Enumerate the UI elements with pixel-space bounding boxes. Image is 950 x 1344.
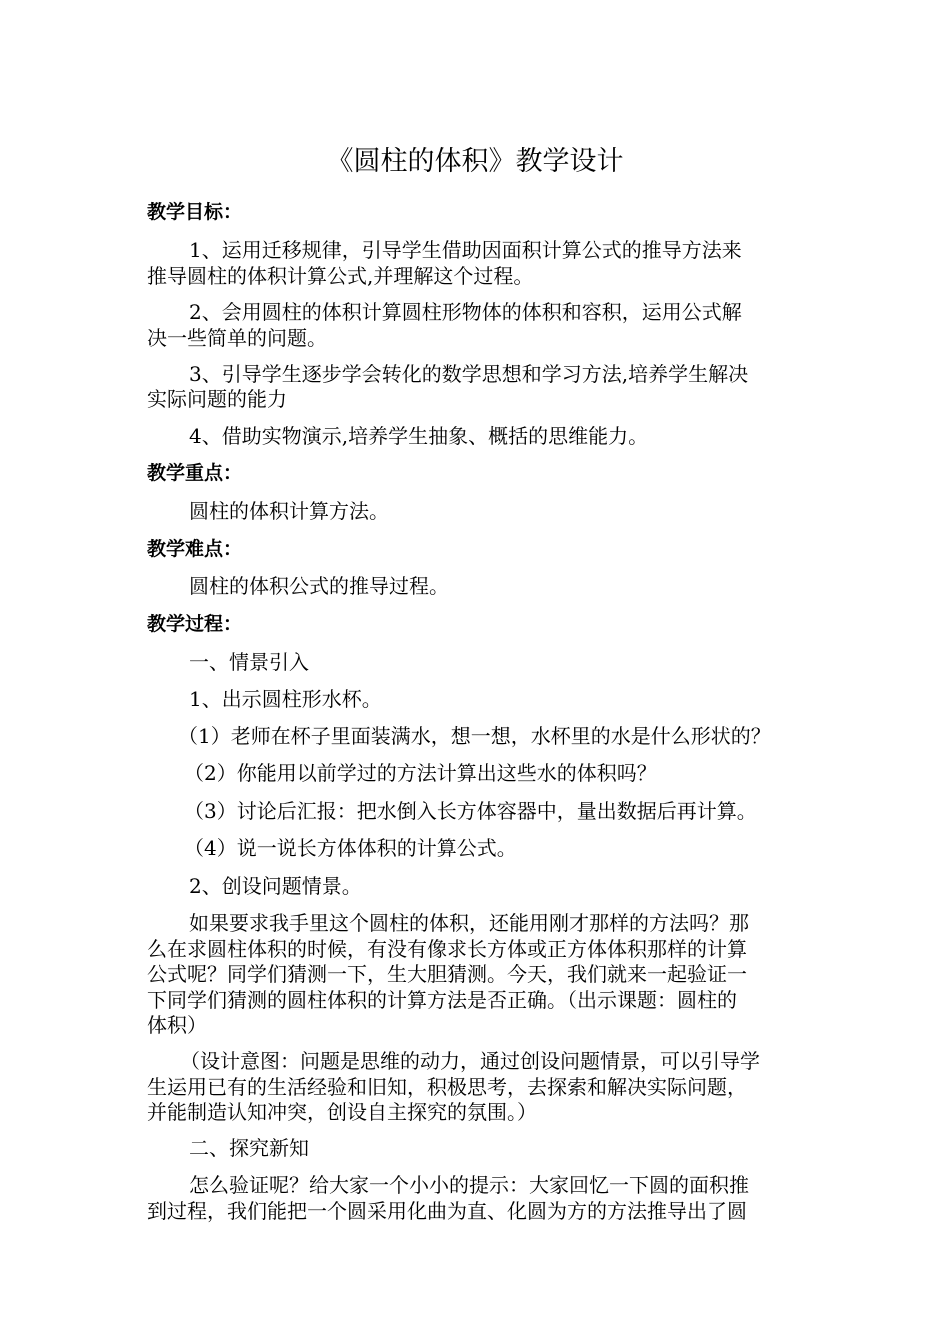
goal-3-line-2: 实际问题的能力 (147, 387, 287, 411)
goal-1-line-2: 推导圆柱的体积计算公式,并理解这个过程。 (147, 264, 534, 288)
para1-line-4: 下同学们猜测的圆柱体积的计算方法是否正确。（出示课题：圆柱的 (147, 988, 737, 1012)
goal-1-line-1: 1、运用迁移规律，引导学生借助因面积计算公式的推导方法来 (189, 238, 742, 262)
part2-title: 二、探究新知 (189, 1136, 309, 1160)
question-3: （3）讨论后汇报：把水倒入长方体容器中，量出数据后再计算。 (184, 799, 757, 823)
para1-line-3: 公式呢？同学们猜测一下，生大胆猜测。今天，我们就来一起验证一 (147, 962, 747, 986)
para1-line-2: 么在求圆柱体积的时候，有没有像求长方体或正方体体积那样的计算 (147, 937, 747, 961)
step2-text: 2、创设问题情景。 (189, 874, 362, 898)
key-heading: 教学重点： (147, 462, 243, 484)
intent-line-1: （设计意图：问题是思维的动力，通过创设问题情景，可以引导学 (180, 1049, 760, 1073)
part1-title: 一、情景引入 (189, 650, 309, 674)
goal-3-line-1: 3、引导学生逐步学会转化的数学思想和学习方法,培养学生解决 (189, 362, 749, 386)
difficulty-text: 圆柱的体积公式的推导过程。 (189, 574, 449, 598)
goal-4-line-1: 4、借助实物演示,培养学生抽象、概括的思维能力。 (189, 424, 649, 448)
para2-line-2: 到过程，我们能把一个圆采用化曲为直、化圆为方的方法推导出了圆 (147, 1199, 747, 1223)
question-1: （1）老师在杯子里面装满水，想一想，水杯里的水是什么形状的？ (178, 724, 771, 748)
intent-line-3: 并能制造认知冲突，创设自主探究的氛围。） (147, 1100, 537, 1124)
step1-text: 1、出示圆柱形水杯。 (189, 687, 382, 711)
question-4: （4）说一说长方体体积的计算公式。 (184, 836, 517, 860)
para1-line-5: 体积） (147, 1013, 207, 1037)
difficulty-heading: 教学难点： (147, 538, 243, 560)
document-title: 《圆柱的体积》教学设计 (326, 146, 624, 177)
para2-line-1: 怎么验证呢？给大家一个小小的提示：大家回忆一下圆的面积推 (189, 1173, 749, 1197)
question-2: （2）你能用以前学过的方法计算出这些水的体积吗？ (184, 761, 657, 785)
goal-2-line-1: 2、会用圆柱的体积计算圆柱形物体的体积和容积，运用公式解 (189, 300, 742, 324)
goals-heading: 教学目标： (147, 201, 243, 223)
para1-line-1: 如果要求我手里这个圆柱的体积，还能用刚才那样的方法吗？那 (189, 911, 749, 935)
intent-line-2: 生运用已有的生活经验和旧知，积极思考，去探索和解决实际问题， (147, 1075, 747, 1099)
goal-2-line-2: 决一些简单的问题。 (147, 326, 327, 350)
key-text: 圆柱的体积计算方法。 (189, 499, 389, 523)
process-heading: 教学过程： (147, 613, 243, 635)
